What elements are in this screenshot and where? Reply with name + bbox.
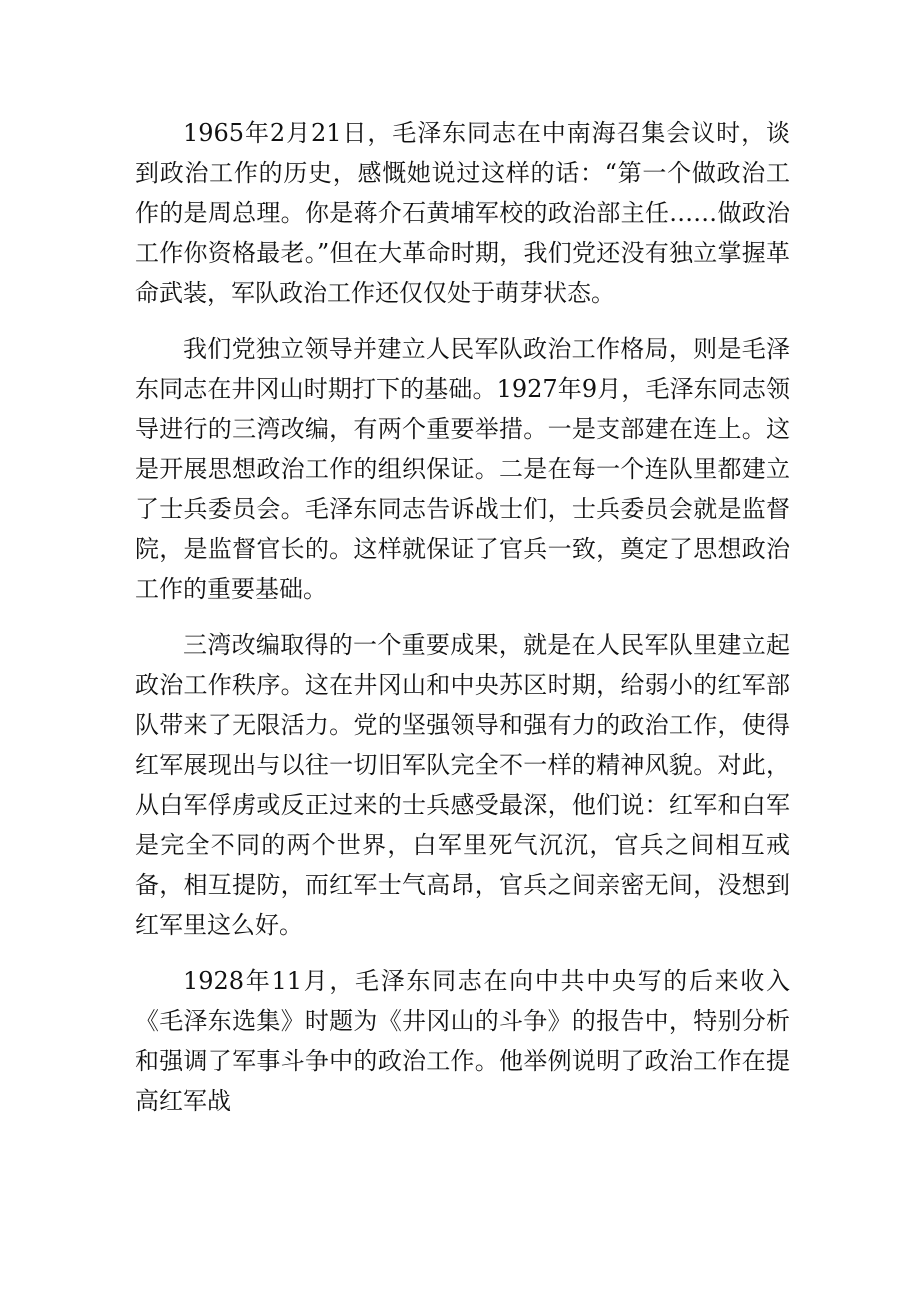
paragraph-4: 1928年11月，毛泽东同志在向中共中央写的后来收入《毛泽东选集》时题为《井冈山的斗争》的报告中，特别分析和强调了军事斗争中的政治工作。他举例说明了政治工作在提高红军战 (135, 967, 790, 1115)
paragraph-1: 1965年2月21日，毛泽东同志在中南海召集会议时，谈到政治工作的历史，感慨她说过这样的话：“第一个做政治工作的是周总理。你是蒋介石黄埔军校的政治部主任……做政治工作你资格最老。”但在大革命时期，我们党还没有独立掌握革命武装，军队政治工作还仅仅处于萌芽状态。 (135, 119, 790, 307)
paragraph-2: 我们党独立领导并建立人民军队政治工作格局，则是毛泽东同志在井冈山时期打下的基础。1927年9月，毛泽东同志领导进行的三湾改编，有两个重要举措。一是支部建在连上。这是开展思想政治工作的组织保证。二是在每一个连队里都建立了士兵委员会。毛泽东同志告诉战士们，士兵委员会就是监督院，是监督官长的。这样就保证了官兵一致，奠定了思想政治工作的重要基础。 (135, 335, 790, 603)
document-body (135, 113, 790, 1137)
paragraph-3: 三湾改编取得的一个重要成果，就是在人民军队里建立起政治工作秩序。这在井冈山和中央苏区时期，给弱小的红军部队带来了无限活力。党的坚强领导和强有力的政治工作，使得红军展现出与以往一切旧军队完全不一样的精神风貌。对此，从白军俘虏或反正过来的士兵感受最深，他们说：红军和白军是完全不同的两个世界，白军里死气沉沉，官兵之间相互戒备，相互提防，而红军士气高昂，官兵之间亲密无间，没想到红军里这么好。 (135, 631, 790, 939)
